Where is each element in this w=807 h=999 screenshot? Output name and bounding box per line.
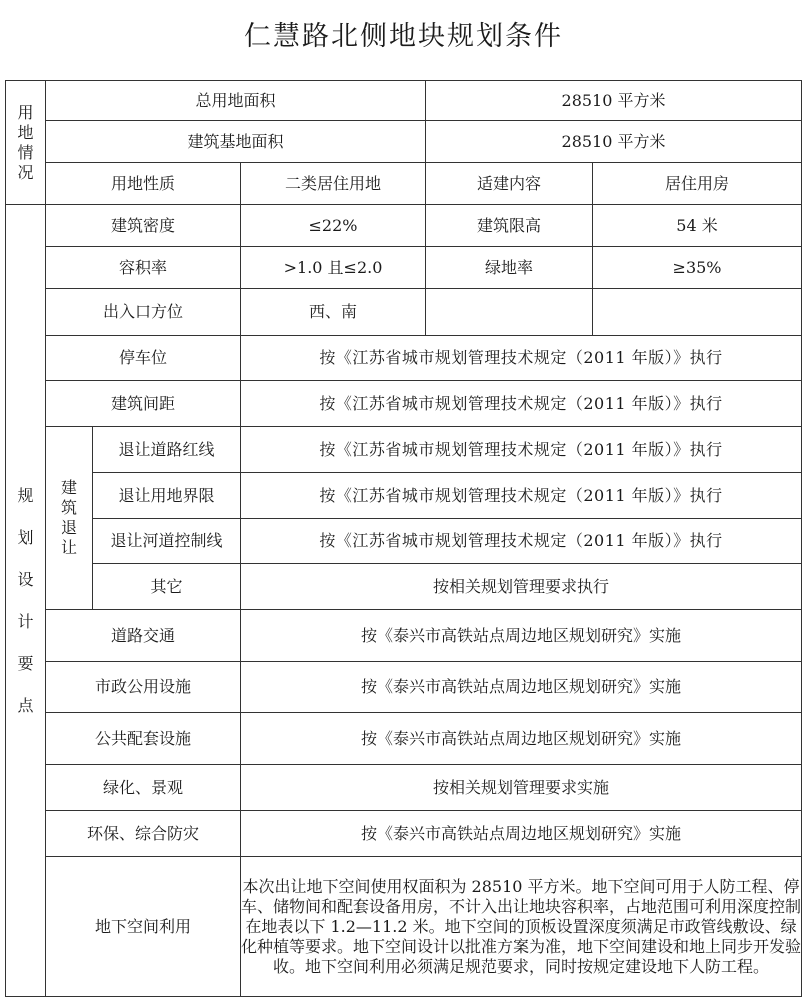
setback-road-value: 按《江苏省城市规划管理技术规定（2011 年版）》执行 — [241, 427, 802, 473]
table-row — [6, 247, 802, 289]
underground-value: 本次出让地下空间使用权面积为 28510 平方米。地下空间可用于人防工程、停车、储物间和配套设备用房，不计入出让地块容积率，占地范围可利用深度控制在地表以下 1.2—11.2 米。地下空间的顶板设置深度须满足市政管线敷设、绿化种植等要求。地下空间设计以批准方案为准，地下空间建设和地上同步开发验收。地下空间利用必须满足规范要求，同时按规定建设地下人防工程。 — [241, 857, 802, 997]
table-row — [6, 473, 802, 519]
entrance-value: 西、南 — [241, 289, 426, 336]
table-row — [6, 857, 802, 997]
table-row — [6, 564, 802, 610]
green-ratio-value: ≥35% — [593, 247, 802, 289]
suitable-content-label: 适建内容 — [426, 163, 593, 205]
utilities-value: 按《泰兴市高铁站点周边地区规划研究》实施 — [241, 662, 802, 713]
use-nature-label: 用地性质 — [46, 163, 241, 205]
table-row — [6, 519, 802, 564]
base-area-label: 建筑基地面积 — [46, 121, 426, 163]
environment-label: 环保、综合防灾 — [46, 811, 241, 857]
table-row — [6, 427, 802, 473]
underground-label: 地下空间利用 — [46, 857, 241, 997]
table-row — [6, 81, 802, 121]
table-row — [6, 289, 802, 336]
spacing-label: 建筑间距 — [46, 381, 241, 427]
setback-boundary-value: 按《江苏省城市规划管理技术规定（2011 年版）》执行 — [241, 473, 802, 519]
total-area-label: 总用地面积 — [46, 81, 426, 121]
public-facilities-value: 按《泰兴市高铁站点周边地区规划研究》实施 — [241, 713, 802, 765]
table-row — [6, 205, 802, 247]
use-nature-value: 二类居住用地 — [241, 163, 426, 205]
traffic-label: 道路交通 — [46, 610, 241, 662]
traffic-value: 按《泰兴市高铁站点周边地区规划研究》实施 — [241, 610, 802, 662]
empty-cell — [593, 289, 802, 336]
table-row — [6, 713, 802, 765]
table-row — [6, 811, 802, 857]
density-value: ≤22% — [241, 205, 426, 247]
entrance-label: 出入口方位 — [46, 289, 241, 336]
table-row — [6, 765, 802, 811]
planning-points-header: 规 划 设 计 要 点 — [6, 205, 46, 997]
table-row — [6, 121, 802, 163]
spacing-value: 按《江苏省城市规划管理技术规定（2011 年版）》执行 — [241, 381, 802, 427]
far-value: >1.0 且≤2.0 — [241, 247, 426, 289]
total-area-value: 28510 平方米 — [426, 81, 802, 121]
utilities-label: 市政公用设施 — [46, 662, 241, 713]
table-row — [6, 610, 802, 662]
table-row — [6, 163, 802, 205]
far-label: 容积率 — [46, 247, 241, 289]
table-row — [6, 381, 802, 427]
setback-other-value: 按相关规划管理要求执行 — [241, 564, 802, 610]
green-ratio-label: 绿地率 — [426, 247, 593, 289]
environment-value: 按《泰兴市高铁站点周边地区规划研究》实施 — [241, 811, 802, 857]
setback-other-label: 其它 — [93, 564, 241, 610]
public-facilities-label: 公共配套设施 — [46, 713, 241, 765]
setback-river-value: 按《江苏省城市规划管理技术规定（2011 年版）》执行 — [241, 519, 802, 564]
density-label: 建筑密度 — [46, 205, 241, 247]
setback-boundary-label: 退让用地界限 — [93, 473, 241, 519]
table-row — [6, 662, 802, 713]
page-title: 仁慧路北侧地块规划条件 — [244, 21, 563, 52]
parking-label: 停车位 — [46, 336, 241, 381]
landscape-label: 绿化、景观 — [46, 765, 241, 811]
height-limit-value: 54 米 — [593, 205, 802, 247]
setback-river-label: 退让河道控制线 — [93, 519, 241, 564]
parking-value: 按《江苏省城市规划管理技术规定（2011 年版）》执行 — [241, 336, 802, 381]
empty-cell — [426, 289, 593, 336]
suitable-content-value: 居住用房 — [593, 163, 802, 205]
setback-road-label: 退让道路红线 — [93, 427, 241, 473]
landscape-value: 按相关规划管理要求实施 — [241, 765, 802, 811]
table-row — [6, 336, 802, 381]
land-status-header: 用 地 情 况 — [6, 81, 46, 205]
planning-conditions-table — [5, 80, 802, 997]
setback-header: 建 筑 退 让 — [46, 427, 93, 610]
height-limit-label: 建筑限高 — [426, 205, 593, 247]
base-area-value: 28510 平方米 — [426, 121, 802, 163]
